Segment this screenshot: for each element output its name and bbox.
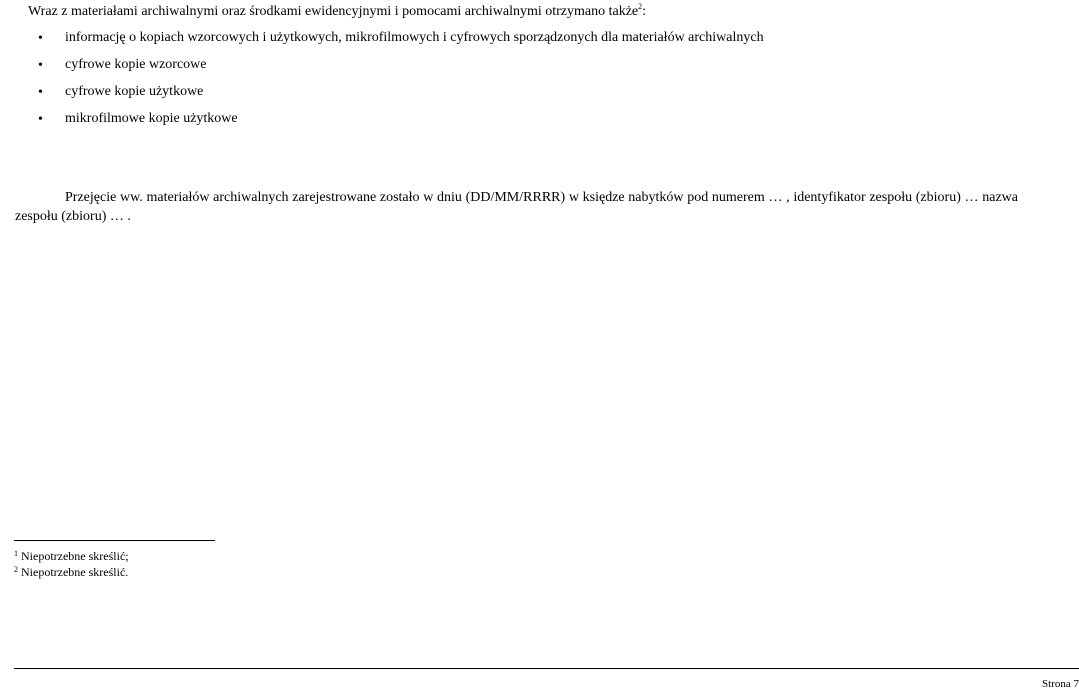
page-number: Strona 7 xyxy=(1042,678,1079,690)
list-item-text: mikrofilmowe kopie użytkowe xyxy=(65,111,238,126)
list-item-text: cyfrowe kopie wzorcowe xyxy=(65,57,207,72)
footer-rule xyxy=(14,668,1079,669)
footnote-text: Niepotrzebne skreślić. xyxy=(21,565,129,579)
footnote-separator xyxy=(14,540,215,541)
intro-suffix: : xyxy=(642,4,647,19)
list-item-text: informację o kopiach wzorcowych i użytkowych, mikrofilmowych i cyfrowych sporządzonych dla materiałów archiwalnych xyxy=(65,30,764,45)
footnote-1 xyxy=(14,548,129,564)
footnote-number: 2 xyxy=(14,565,18,574)
footnote-2 xyxy=(14,564,129,580)
footnote-ref-2[interactable]: 2 xyxy=(638,2,643,11)
intro-line xyxy=(28,3,646,21)
bullet-icon: • xyxy=(38,112,43,127)
footnote-text: Niepotrzebne skreślić; xyxy=(21,549,129,563)
intro-text: Wraz z materiałami archiwalnymi oraz środkami ewidencyjnymi i pomocami archiwalnymi otrzymano także xyxy=(28,4,639,19)
bullet-icon: • xyxy=(38,58,43,73)
registration-paragraph: Przejęcie ww. materiałów archiwalnych zarejestrowane zostało w dniu (DD/MM/RRRR) w księdze nabytków pod numerem … , identyfikator zespołu (zbioru) … nazwa zespołu (zbioru) … . xyxy=(15,190,1018,224)
footnotes xyxy=(14,548,129,580)
bullet-icon: • xyxy=(38,85,43,100)
bullet-icon: • xyxy=(38,31,43,46)
footnote-number: 1 xyxy=(14,549,18,558)
list-item-text: cyfrowe kopie użytkowe xyxy=(65,84,204,99)
